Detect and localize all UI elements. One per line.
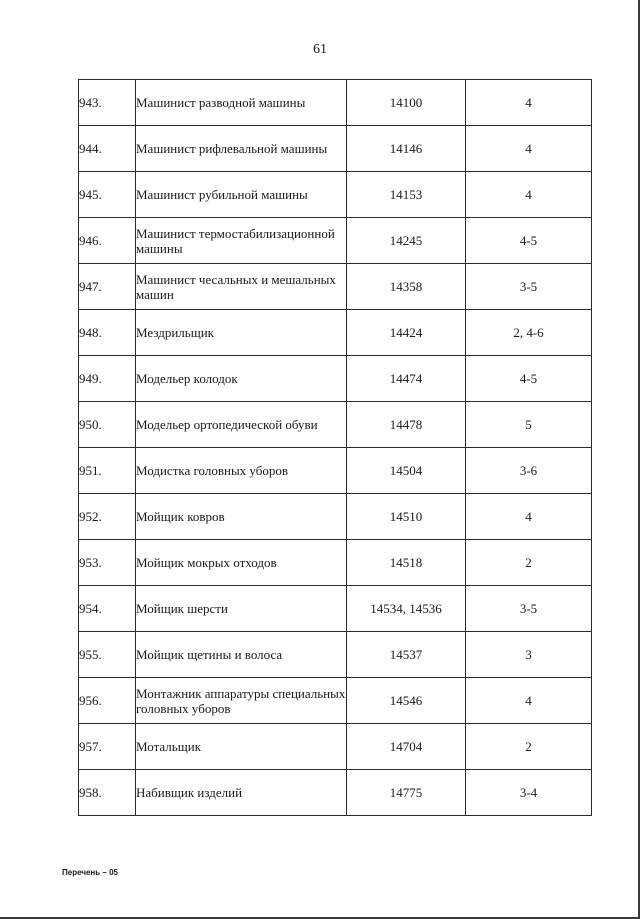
grade-range: 3 [466, 632, 592, 678]
occupation-code: 14775 [347, 770, 466, 816]
footer-label: Перечень – 05 [62, 868, 118, 877]
grade-range: 3-5 [466, 264, 592, 310]
row-number: 944. [79, 126, 136, 172]
table-row [79, 632, 592, 678]
occupation-name: Мотальщик [136, 724, 347, 770]
grade-range: 4 [466, 678, 592, 724]
occupation-code: 14546 [347, 678, 466, 724]
row-number: 957. [79, 724, 136, 770]
row-number: 954. [79, 586, 136, 632]
occupation-name: Машинист рифлевальной машины [136, 126, 347, 172]
row-number: 945. [79, 172, 136, 218]
occupation-name: Машинист разводной машины [136, 80, 347, 126]
occupation-code: 14537 [347, 632, 466, 678]
table-row [79, 448, 592, 494]
row-number: 948. [79, 310, 136, 356]
grade-range: 3-4 [466, 770, 592, 816]
table-row [79, 310, 592, 356]
table-row [79, 356, 592, 402]
grade-range: 2, 4-6 [466, 310, 592, 356]
occupation-name: Машинист рубильной машины [136, 172, 347, 218]
row-number: 951. [79, 448, 136, 494]
occupation-name: Мойщик шерсти [136, 586, 347, 632]
table-row [79, 540, 592, 586]
grade-range: 4 [466, 172, 592, 218]
grade-range: 5 [466, 402, 592, 448]
occupation-code: 14100 [347, 80, 466, 126]
occupation-name: Набивщик изделий [136, 770, 347, 816]
grade-range: 3-6 [466, 448, 592, 494]
row-number: 958. [79, 770, 136, 816]
occupation-name: Мездрильщик [136, 310, 347, 356]
grade-range: 2 [466, 724, 592, 770]
row-number: 956. [79, 678, 136, 724]
row-number: 947. [79, 264, 136, 310]
grade-range: 4 [466, 494, 592, 540]
occupation-code: 14358 [347, 264, 466, 310]
occupation-name: Мойщик щетины и волоса [136, 632, 347, 678]
table-row [79, 126, 592, 172]
row-number: 949. [79, 356, 136, 402]
table-row [79, 770, 592, 816]
grade-range: 4 [466, 80, 592, 126]
occupation-code: 14146 [347, 126, 466, 172]
occupation-code: 14245 [347, 218, 466, 264]
occupation-code: 14474 [347, 356, 466, 402]
occupation-name: Машинист термостабилизационной машины [136, 218, 347, 264]
table-row [79, 80, 592, 126]
table-body [79, 80, 592, 816]
table-row [79, 494, 592, 540]
occupation-code: 14153 [347, 172, 466, 218]
occupation-name: Мойщик ковров [136, 494, 347, 540]
table-row [79, 678, 592, 724]
occupation-code: 14504 [347, 448, 466, 494]
grade-range: 4-5 [466, 356, 592, 402]
occupations-table [78, 79, 592, 816]
grade-range: 4-5 [466, 218, 592, 264]
table-row [79, 402, 592, 448]
occupation-name: Модистка головных уборов [136, 448, 347, 494]
grade-range: 2 [466, 540, 592, 586]
occupation-name: Модельер ортопедической обуви [136, 402, 347, 448]
occupation-code: 14510 [347, 494, 466, 540]
occupation-code: 14534, 14536 [347, 586, 466, 632]
row-number: 952. [79, 494, 136, 540]
occupation-code: 14424 [347, 310, 466, 356]
occupation-name: Мойщик мокрых отходов [136, 540, 347, 586]
occupation-name: Монтажник аппаратуры специальных головных уборов [136, 678, 347, 724]
occupation-code: 14518 [347, 540, 466, 586]
page-number: 61 [313, 42, 327, 57]
occupation-code: 14478 [347, 402, 466, 448]
row-number: 955. [79, 632, 136, 678]
row-number: 953. [79, 540, 136, 586]
table-row [79, 172, 592, 218]
row-number: 950. [79, 402, 136, 448]
row-number: 943. [79, 80, 136, 126]
grade-range: 4 [466, 126, 592, 172]
table-row [79, 724, 592, 770]
occupation-name: Модельер колодок [136, 356, 347, 402]
table-row [79, 264, 592, 310]
grade-range: 3-5 [466, 586, 592, 632]
occupation-code: 14704 [347, 724, 466, 770]
table-row [79, 218, 592, 264]
occupation-name: Машинист чесальных и мешальных машин [136, 264, 347, 310]
row-number: 946. [79, 218, 136, 264]
table-row [79, 586, 592, 632]
